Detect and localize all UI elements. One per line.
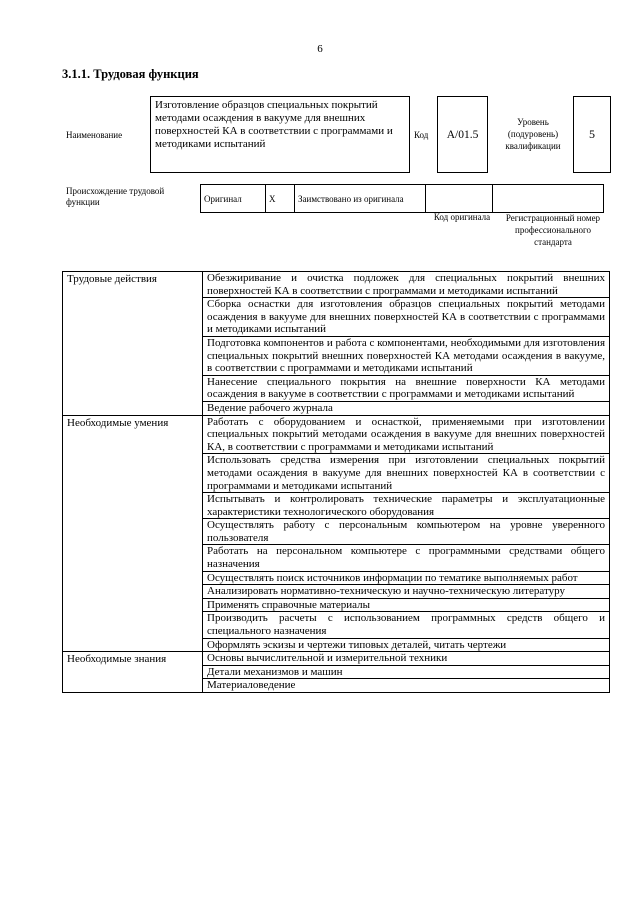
table-row — [63, 652, 610, 666]
code-value-box: A/01.5 — [437, 96, 488, 173]
section-item: Основы вычислительной и измерительной техники — [203, 652, 610, 666]
section-item: Обезжиривание и очистка подложек для специальных покрытий внешних поверхностей КА в соответствии с программами и методиками испытаний — [203, 272, 610, 298]
name-label: Наименование — [66, 130, 123, 140]
section-item: Осуществлять работу с персональным компьютером на уровне уверенного пользователя — [203, 519, 610, 545]
page-number: 6 — [317, 43, 323, 55]
borrowed-label: Заимствовано из оригинала — [295, 185, 426, 213]
section-title: 3.1.1. Трудовая функция — [62, 67, 199, 81]
code-label: Код — [414, 130, 429, 140]
section-item: Ведение рабочего журнала — [203, 401, 610, 415]
code-original-cell — [426, 185, 493, 213]
section-item: Работать на персональном компьютере с программными средствами общего назначения — [203, 545, 610, 571]
section-item: Материаловедение — [203, 679, 610, 693]
original-label: Оригинал — [201, 185, 266, 213]
function-name-box: Изготовление образцов специальных покрытий методами осаждения в вакууме для внешних поверхностей КА в соответствии с программами и методиками испытаний — [150, 96, 410, 173]
section-item: Подготовка компонентов и работа с компонентами, необходимыми для изготовления специальных покрытий внешних поверхностей КА методами осаждения в вакууме, в соответствии с программами и методиками испытаний — [203, 336, 610, 375]
reg-number-cell — [493, 185, 604, 213]
qualification-level-label: Уровень (подуровень) квалификации — [505, 117, 561, 151]
code-original-caption: Код оригинала — [433, 212, 491, 222]
origin-table — [200, 184, 604, 213]
section-item: Анализировать нормативно-техническую и научно-техническую литературу — [203, 585, 610, 599]
section-item: Сборка оснастки для изготовления образцов специальных покрытий методами осаждения в вакууме для внешних поверхностей КА в соответствии с программами и методиками испытаний — [203, 298, 610, 337]
section-item: Производить расчеты с использованием программных средств общего и специального назначения — [203, 612, 610, 638]
reg-number-caption: Регистрационный номер профессионального стандарта — [505, 213, 601, 247]
section-item: Осуществлять поиск источников информации по тематике выполняемых работ — [203, 571, 610, 585]
section-item: Работать с оборудованием и оснасткой, применяемыми при изготовлении специальных покрытий методами осаждения в вакууме для внешних поверхностей КА, в соответствии с программами и методиками испытаний — [203, 415, 610, 454]
section-item: Детали механизмов и машин — [203, 665, 610, 679]
original-mark: X — [266, 185, 295, 213]
section-title-cell: Необходимые знания — [63, 652, 203, 693]
table-row — [63, 415, 610, 454]
section-item: Нанесение специального покрытия на внешние поверхности КА методами осаждения в вакууме в соответствии с программами и методиками испытаний — [203, 375, 610, 401]
section-title-cell: Трудовые действия — [63, 272, 203, 416]
section-title-cell: Необходимые умения — [63, 415, 203, 652]
section-item: Оформлять эскизы и чертежи типовых деталей, читать чертежи — [203, 638, 610, 652]
function-details-body — [63, 272, 610, 693]
qualification-level-box: 5 — [573, 96, 611, 173]
section-item: Применять справочные материалы — [203, 598, 610, 612]
section-item: Использовать средства измерения при изготовлении специальных покрытий методами осаждения в вакууме для внешних поверхностей КА в соответствии с программами и методиками испытаний — [203, 454, 610, 493]
origin-label: Происхождение трудовой функции — [66, 186, 165, 207]
function-details-table — [62, 271, 610, 693]
section-item: Испытывать и контролировать технические параметры и эксплуатационные характеристики технологического оборудования — [203, 493, 610, 519]
table-row — [63, 272, 610, 298]
